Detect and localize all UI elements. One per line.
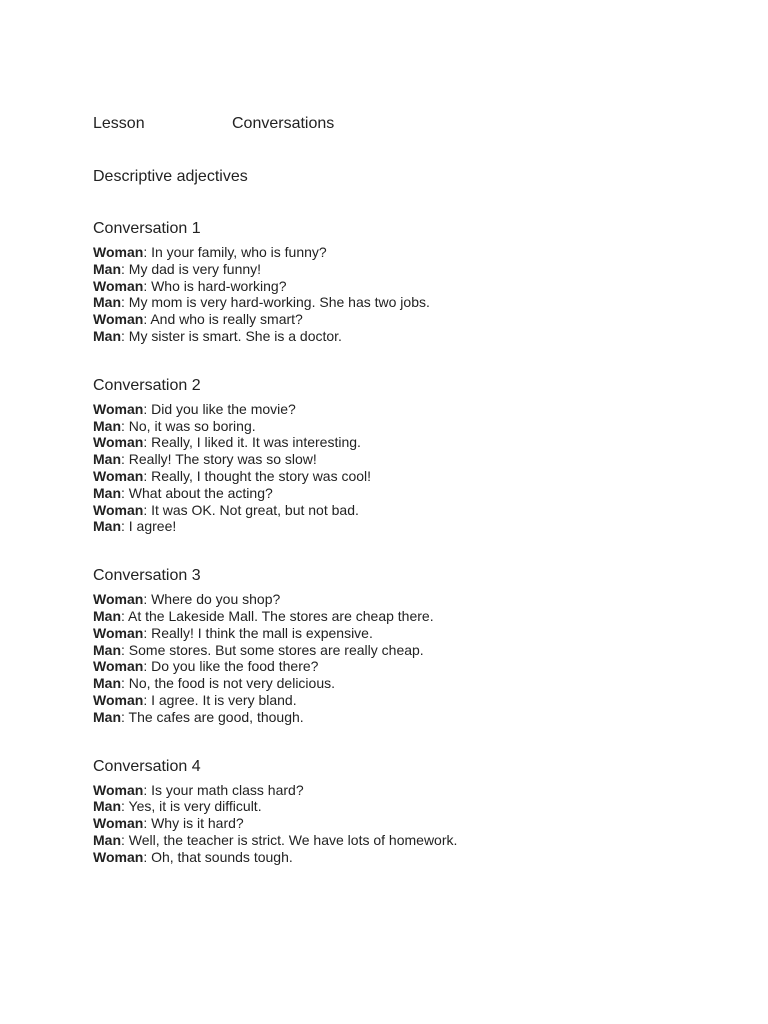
conversation-title: Conversation 4: [93, 757, 201, 775]
dialogue-text: : I agree. It is very bland.: [143, 691, 297, 708]
dialogue-line: [93, 782, 733, 799]
speaker-name: Woman: [93, 781, 144, 798]
speaker-name: Man: [93, 327, 121, 344]
dialogue-line: [93, 278, 733, 295]
dialogue-line: [93, 849, 733, 866]
dialogue-line: [93, 709, 733, 726]
dialogue-text: : In your family, who is funny?: [143, 244, 327, 260]
dialogue-text: : Why is it hard?: [143, 815, 244, 832]
dialogue-line: [93, 692, 733, 709]
speaker-name: Woman: [93, 277, 144, 294]
dialogue-text: : Did you like the movie?: [143, 400, 296, 417]
lesson-label: Lesson: [93, 115, 145, 132]
speaker-name: Man: [93, 675, 121, 692]
dialogue-line: [93, 418, 733, 435]
conversation-title: Conversation 1: [93, 220, 201, 237]
dialogue-text: : I agree!: [121, 518, 177, 535]
dialogue-text: : My dad is very funny!: [121, 260, 262, 277]
dialogue-line: [93, 451, 733, 468]
dialogue-line: [93, 294, 733, 311]
speaker-name: Man: [93, 708, 121, 725]
speaker-name: Woman: [93, 501, 144, 518]
dialogue-line: [93, 815, 733, 832]
speaker-name: Woman: [93, 691, 144, 708]
conversation-section: [93, 375, 733, 535]
dialogue-text: : Oh, that sounds tough.: [143, 848, 293, 865]
dialogue-line: [93, 591, 733, 608]
speaker-name: Man: [93, 607, 121, 624]
speaker-name: Man: [93, 831, 121, 848]
speaker-name: Man: [93, 260, 121, 277]
dialogue-line: [93, 832, 733, 849]
dialogue-line: [93, 518, 733, 535]
speaker-name: Man: [93, 451, 121, 468]
speaker-name: Woman: [93, 591, 144, 608]
dialogue-text: : Really! I think the mall is expensive.: [143, 624, 373, 641]
speaker-name: Woman: [93, 244, 144, 260]
dialogue-text: : Where do you shop?: [143, 591, 281, 608]
dialogue-text: : The cafes are good, though.: [121, 708, 304, 725]
speaker-name: Man: [93, 484, 121, 501]
dialogue-line: [93, 244, 733, 261]
dialogue-text: : It was OK. Not great, but not bad.: [143, 501, 359, 518]
speaker-name: Man: [93, 294, 121, 311]
dialogue-text: : What about the acting?: [121, 484, 273, 501]
speaker-name: Woman: [93, 815, 144, 832]
speaker-name: Woman: [93, 434, 144, 451]
dialogue-text: : Really! The story was so slow!: [121, 451, 317, 468]
dialogue-text: : Some stores. But some stores are really cheap.: [121, 641, 424, 658]
speaker-name: Man: [93, 518, 121, 535]
lesson-title: Conversations: [232, 115, 335, 132]
speaker-name: Woman: [93, 624, 144, 641]
conversations-list: [93, 218, 733, 866]
conversation-section: [93, 565, 733, 725]
lesson-subtitle: Descriptive adjectives: [93, 168, 248, 185]
document-page: [93, 113, 733, 866]
dialogue-text: : No, the food is not very delicious.: [121, 675, 335, 692]
dialogue-text: : Well, the teacher is strict. We have lots of homework.: [121, 831, 458, 848]
dialogue-line: [93, 261, 733, 278]
dialogue-text: : Yes, it is very difficult.: [121, 798, 262, 815]
conversation-title: Conversation 2: [93, 376, 201, 394]
dialogue-line: [93, 625, 733, 642]
dialogue-line: [93, 311, 733, 328]
dialogue-line: [93, 658, 733, 675]
dialogue-line: [93, 328, 733, 345]
dialogue-line: [93, 502, 733, 519]
dialogue-text: : Really, I thought the story was cool!: [143, 467, 372, 484]
dialogue-text: : No, it was so boring.: [121, 417, 256, 434]
dialogue-line: [93, 401, 733, 418]
dialogue-line: [93, 468, 733, 485]
conversation-section: [93, 756, 733, 866]
conversation-title: Conversation 3: [93, 567, 201, 585]
conversation-section: [93, 218, 733, 345]
dialogue-text: : My mom is very hard-working. She has two jobs.: [121, 294, 430, 311]
speaker-name: Woman: [93, 467, 144, 484]
dialogue-text: : And who is really smart?: [143, 311, 303, 328]
speaker-name: Woman: [93, 311, 144, 328]
speaker-name: Man: [93, 798, 121, 815]
dialogue-text: : My sister is smart. She is a doctor.: [121, 327, 342, 344]
dialogue-text: : Really, I liked it. It was interesting.: [143, 434, 361, 451]
speaker-name: Woman: [93, 848, 144, 865]
speaker-name: Man: [93, 417, 121, 434]
dialogue-line: [93, 798, 733, 815]
dialogue-text: : Who is hard-working?: [143, 277, 287, 294]
dialogue-line: [93, 642, 733, 659]
dialogue-text: : Do you like the food there?: [143, 658, 319, 675]
dialogue-line: [93, 608, 733, 625]
dialogue-line: [93, 434, 733, 451]
dialogue-line: [93, 675, 733, 692]
speaker-name: Woman: [93, 400, 144, 417]
speaker-name: Man: [93, 641, 121, 658]
lesson-header: [93, 113, 733, 135]
dialogue-line: [93, 485, 733, 502]
speaker-name: Woman: [93, 658, 144, 675]
dialogue-text: : At the Lakeside Mall. The stores are cheap there.: [121, 607, 434, 624]
dialogue-text: : Is your math class hard?: [143, 781, 304, 798]
